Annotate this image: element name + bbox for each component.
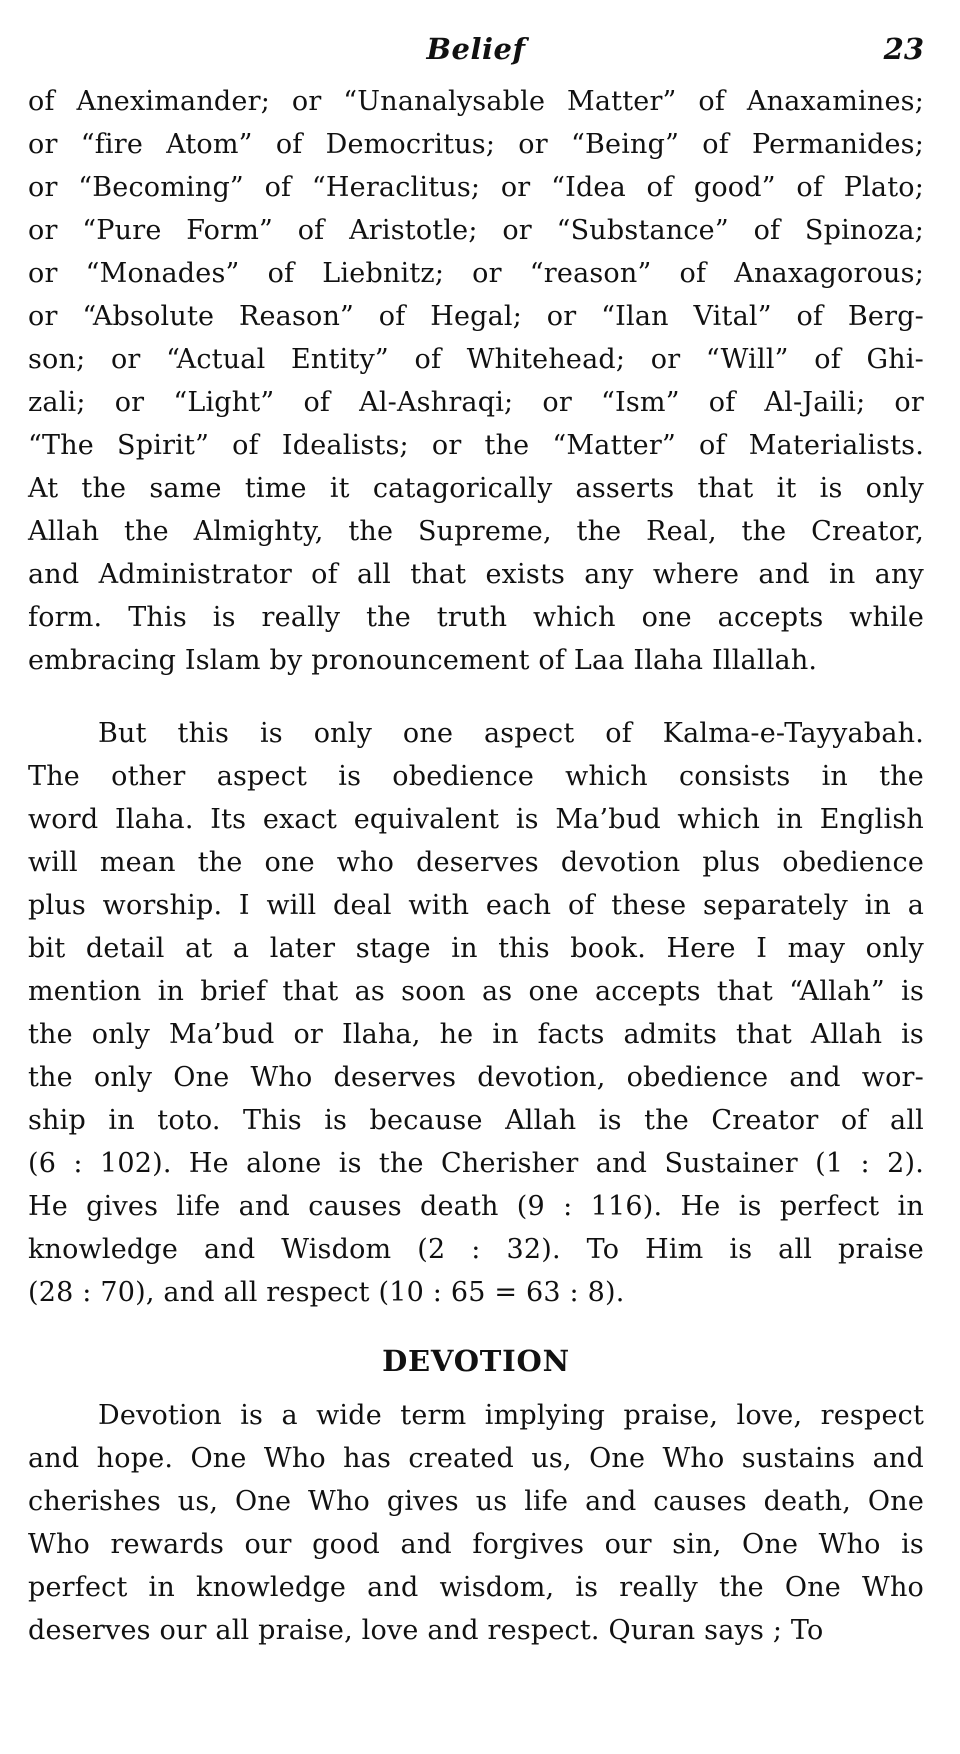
text-line: or “fire Atom” of Democritus; or “Being” of Permanides; [28,129,924,160]
text-line: bit detail at a later stage in this book. Here I may only [28,933,924,964]
book-page [28,22,924,1732]
page-header [28,22,924,80]
text-line: or “Monades” of Liebnitz; or “reason” of Anaxagorous; [28,258,924,289]
section-heading-devotion: DEVOTION [382,1344,570,1378]
text-line: ship in toto. This is because Allah is the Creator of all [28,1105,924,1136]
text-line: and hope. One Who has created us, One Who sustains and [28,1443,924,1474]
paragraph-devotion [28,1394,924,1652]
text-line: plus worship. I will deal with each of these separately in a [28,890,924,921]
text-line: or “Absolute Reason” of Hegal; or “Ilan Vital” of Berg- [28,301,924,332]
text-line: perfect in knowledge and wisdom, is really the One Who [28,1572,924,1603]
text-line: (28 : 70), and all respect (10 : 65 = 63 : 8). [28,1277,625,1308]
text-line: or “Pure Form” of Aristotle; or “Substance” of Spinoza; [28,215,924,246]
text-line: “The Spirit” of Idealists; or the “Matter” of Materialists. [28,430,924,461]
text-line: Who rewards our good and forgives our sin, One Who is [28,1529,924,1560]
text-line: The other aspect is obedience which consists in the [28,761,924,792]
text-line: embracing Islam by pronouncement of Laa Ilaha Illallah. [28,645,818,676]
text-line: son; or “Actual Entity” of Whitehead; or “Will” of Ghi- [28,344,924,375]
text-line: or “Becoming” of “Heraclitus; or “Idea of good” of Plato; [28,172,924,203]
text-line: He gives life and causes death (9 : 116). He is perfect in [28,1191,924,1222]
text-line: At the same time it catagorically asserts that it is only [28,473,924,504]
text-line: knowledge and Wisdom (2 : 32). To Him is all praise [28,1234,924,1265]
text-line: word Ilaha. Its exact equivalent is Ma’bud which in English [28,804,924,835]
text-line: deserves our all praise, love and respect. Quran says ; To [28,1615,824,1646]
text-line: (6 : 102). He alone is the Cherisher and Sustainer (1 : 2). [28,1148,924,1179]
text-line: of Aneximander; or “Unanalysable Matter” of Anaxamines; [28,86,924,117]
text-line: and Administrator of all that exists any where and in any [28,559,924,590]
paragraph-philosophers [28,80,924,682]
text-line: the only Ma’bud or Ilaha, he in facts admits that Allah is [28,1019,924,1050]
text-line: cherishes us, One Who gives us life and causes death, One [28,1486,924,1517]
text-line: the only One Who deserves devotion, obedience and wor- [28,1062,924,1093]
text-line: will mean the one who deserves devotion plus obedience [28,847,924,878]
running-title: Belief [426,32,526,66]
text-line: But this is only one aspect of Kalma-e-Tayyabah. [98,718,924,749]
page-number: 23 [883,32,924,66]
paragraph-obedience [28,712,924,1314]
text-line: zali; or “Light” of Al-Ashraqi; or “Ism” of Al-Jaili; or [28,387,924,418]
text-line: Devotion is a wide term implying praise, love, respect [98,1400,924,1431]
text-line: Allah the Almighty, the Supreme, the Real, the Creator, [28,516,924,547]
text-line: form. This is really the truth which one accepts while [28,602,924,633]
text-line: mention in brief that as soon as one accepts that “Allah” is [28,976,924,1007]
